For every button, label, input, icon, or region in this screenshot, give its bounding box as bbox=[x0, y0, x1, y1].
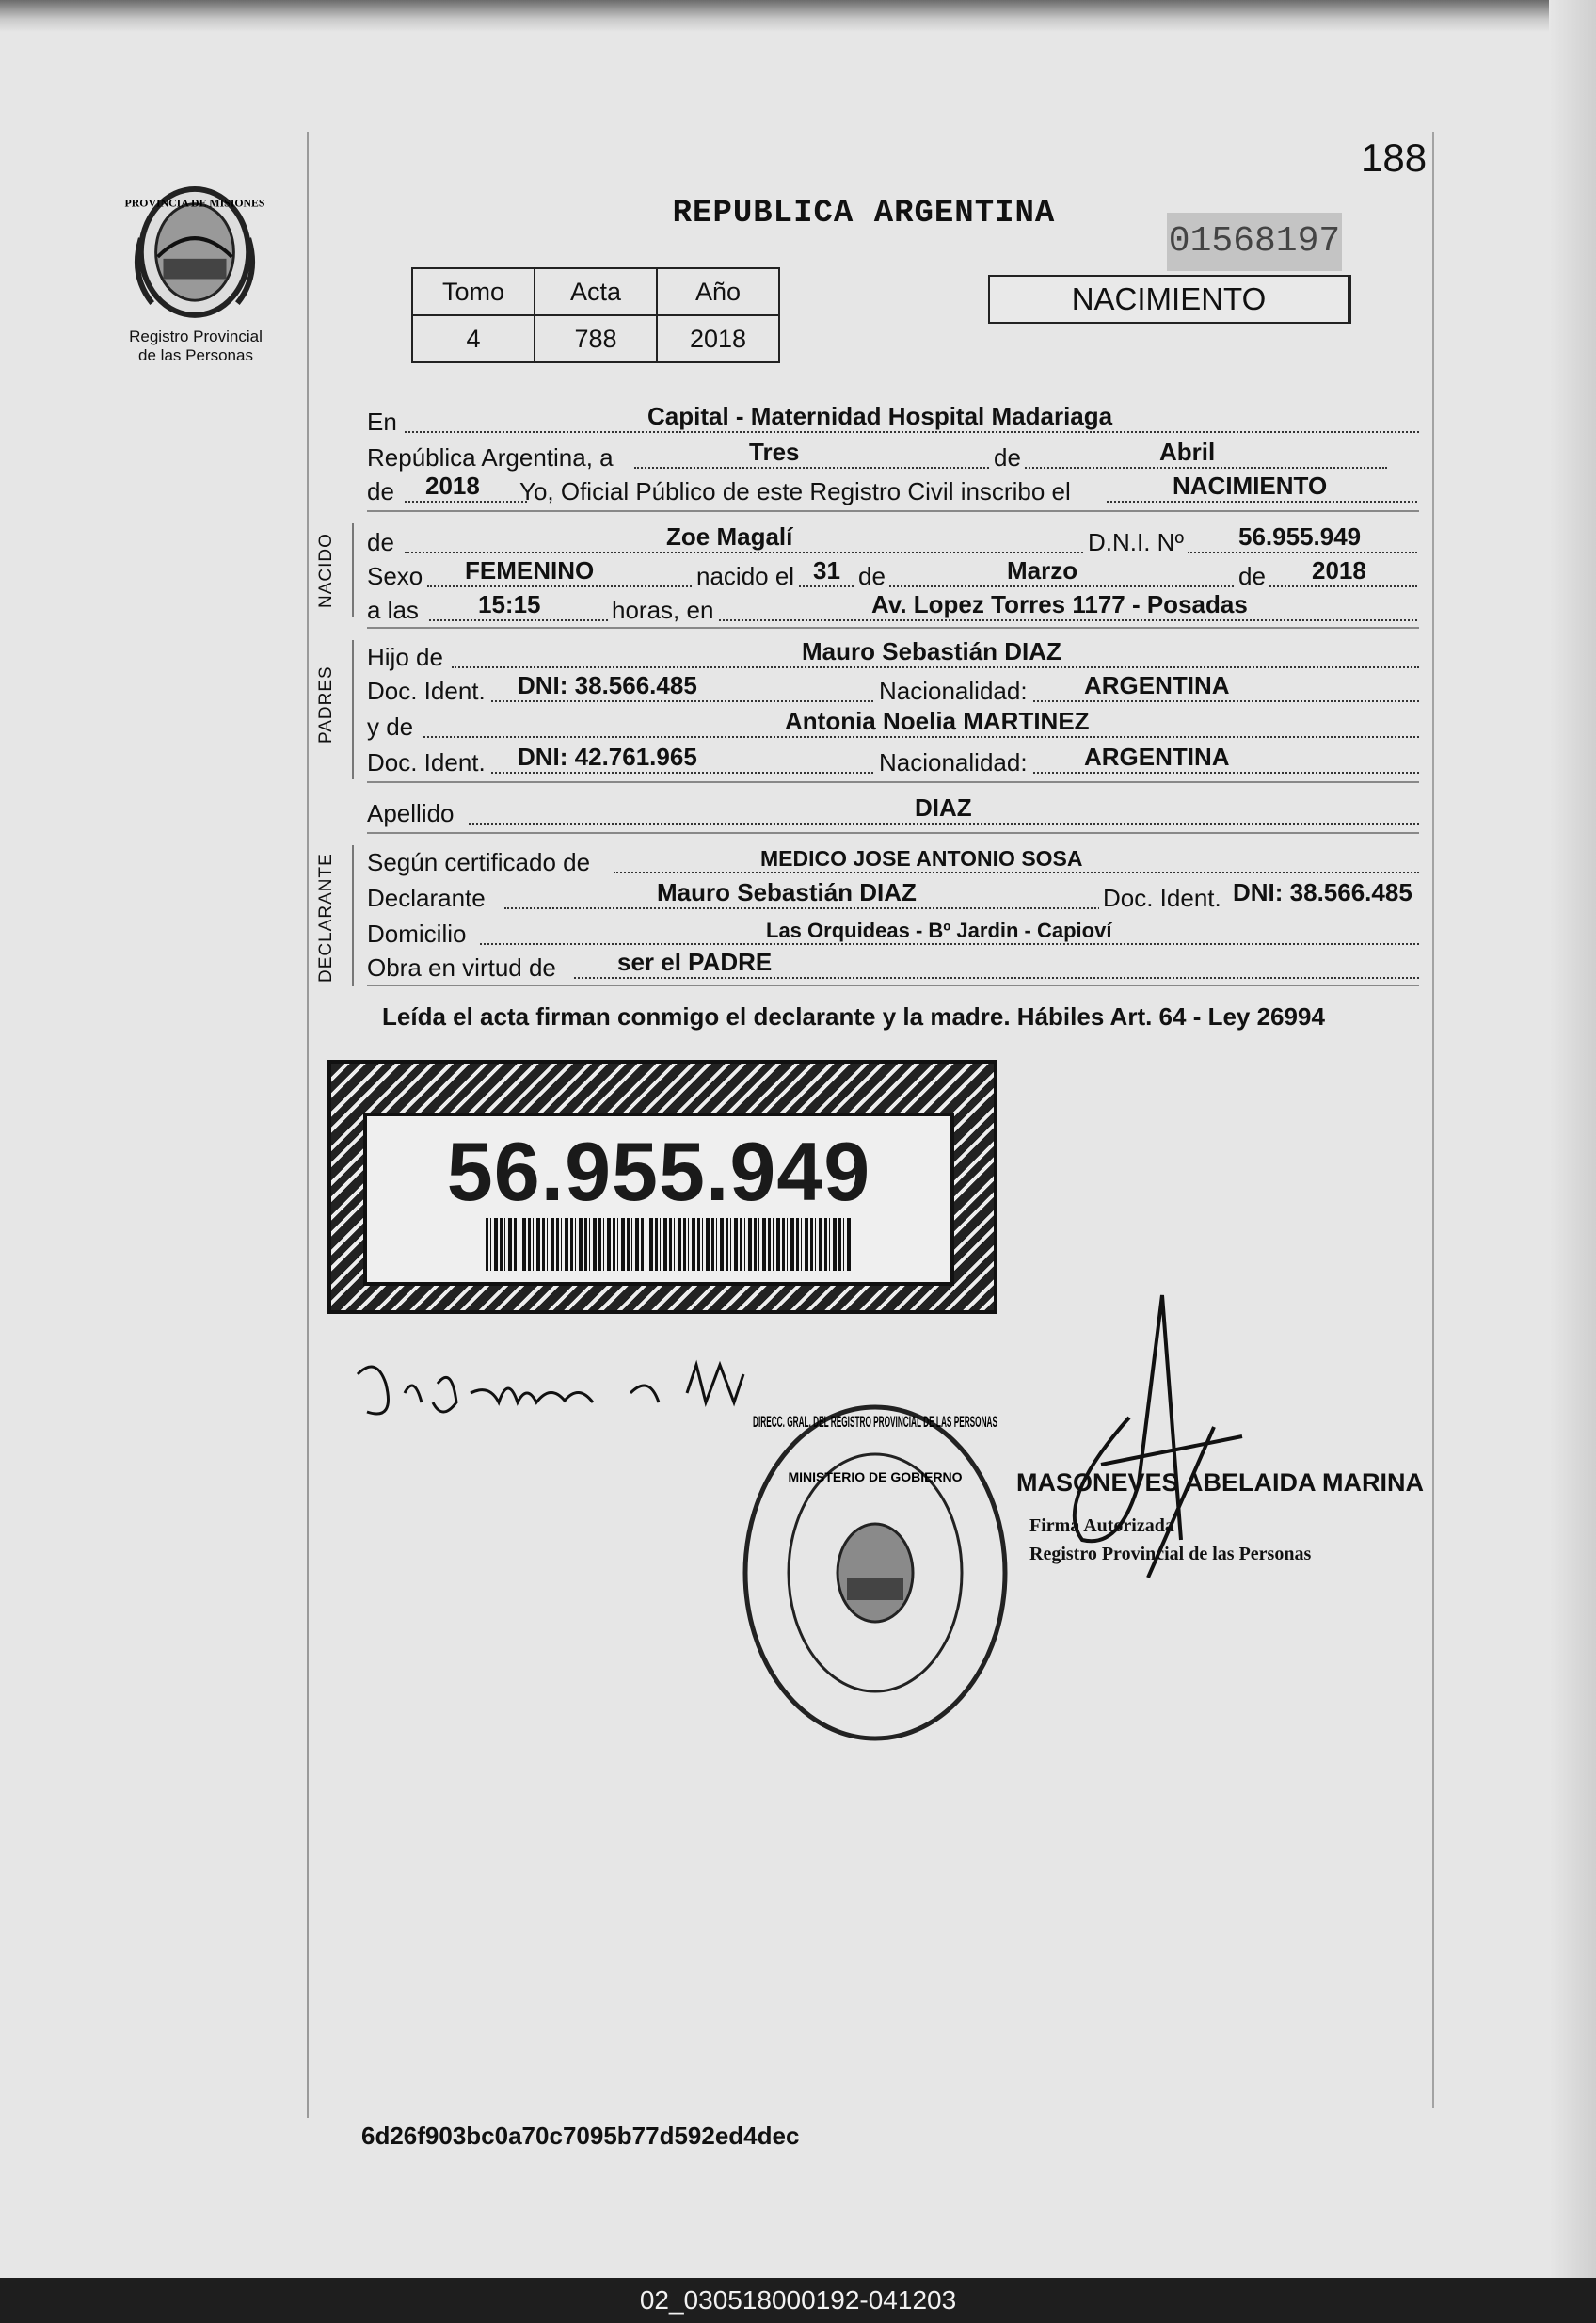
record-type-box: NACIMIENTO bbox=[988, 275, 1351, 324]
row-y-de bbox=[367, 707, 1419, 742]
value-apellido: DIAZ bbox=[915, 793, 972, 822]
label-certificado: Según certificado de bbox=[367, 848, 591, 876]
section-label-padres: PADRES bbox=[316, 665, 336, 744]
separator bbox=[367, 985, 1419, 986]
registry-value-acta: 788 bbox=[535, 315, 657, 362]
footer-filename: 02_030518000192-041203 bbox=[0, 2278, 1596, 2323]
value-birth-day: 31 bbox=[813, 556, 840, 585]
row-ano bbox=[367, 474, 1419, 506]
row-hijo bbox=[367, 637, 1419, 672]
dots bbox=[1107, 501, 1417, 503]
official-seal bbox=[734, 1399, 1016, 1747]
dots bbox=[429, 619, 1417, 621]
label-domicilio: Domicilio bbox=[367, 920, 467, 948]
dni-sticker-inner bbox=[363, 1113, 954, 1286]
note-text: Leída el acta firman conmigo el declarante y la madre. Hábiles Art. 64 - Ley 26994 bbox=[382, 1002, 1325, 1031]
dots bbox=[574, 977, 1419, 979]
separator bbox=[367, 781, 1419, 783]
logo-caption-line1: Registro Provincial bbox=[129, 328, 263, 345]
right-margin-line bbox=[1432, 132, 1434, 2108]
value-declarante-doc: DNI: 38.566.485 bbox=[1233, 878, 1412, 906]
section-label-declarante: DECLARANTE bbox=[316, 853, 336, 983]
dni-sticker-number: 56.955.949 bbox=[446, 1125, 871, 1218]
row-en bbox=[367, 402, 1419, 437]
top-shadow bbox=[0, 0, 1596, 32]
registry-header-acta: Acta bbox=[535, 268, 657, 315]
value-mother-doc: DNI: 42.761.965 bbox=[518, 743, 697, 771]
label-de2: de bbox=[854, 562, 889, 591]
value-birth-month: Marzo bbox=[1007, 556, 1078, 585]
dots bbox=[405, 501, 527, 503]
value-sexo: FEMENINO bbox=[465, 556, 595, 585]
label-obra: Obra en virtud de bbox=[367, 953, 556, 982]
label-de-year: de bbox=[367, 477, 394, 505]
right-shadow bbox=[1549, 0, 1596, 2278]
dots bbox=[405, 431, 1419, 433]
value-birth-place: Av. Lopez Torres 1177 - Posadas bbox=[871, 590, 1248, 618]
label-mother-nat: Nacionalidad: bbox=[875, 748, 1031, 777]
dots bbox=[1188, 552, 1417, 553]
section-line-declarante bbox=[352, 845, 354, 986]
document-hash: 6d26f903bc0a70c7095b77d592ed4dec bbox=[361, 2122, 800, 2150]
label-republica: República Argentina, a bbox=[367, 443, 614, 472]
value-mother-nationality: ARGENTINA bbox=[1084, 743, 1230, 771]
dots bbox=[504, 907, 1144, 909]
registry-header-ano: Año bbox=[657, 268, 779, 315]
section-line-nacido bbox=[352, 523, 354, 617]
seal-ring-inner: MINISTERIO DE GOBIERNO bbox=[788, 1469, 963, 1484]
label-nacido-el: nacido el bbox=[693, 562, 798, 591]
label-en: En bbox=[367, 408, 397, 436]
label-a-las: a las bbox=[367, 596, 419, 624]
value-father-name: Mauro Sebastián DIAZ bbox=[802, 637, 1061, 665]
seal-ring-outer: DIRECC. GRAL. DEL REGISTRO PROVINCIAL DE LAS PERSONAS bbox=[753, 1413, 998, 1431]
dots bbox=[452, 666, 1419, 668]
registry-value-ano: 2018 bbox=[657, 315, 779, 362]
value-year: 2018 bbox=[425, 472, 480, 500]
label-horas: horas, en bbox=[608, 596, 717, 625]
dots bbox=[614, 872, 1419, 873]
value-birth-year: 2018 bbox=[1312, 556, 1366, 585]
label-father-doc: Doc. Ident. bbox=[367, 677, 486, 705]
row-republica bbox=[367, 438, 1419, 473]
value-record-kind: NACIMIENTO bbox=[1173, 472, 1328, 500]
signer-role-1: Firma Autorizada bbox=[1029, 1515, 1174, 1536]
label-apellido: Apellido bbox=[367, 799, 455, 827]
value-child-dni: 56.955.949 bbox=[1238, 522, 1362, 551]
label-sexo: Sexo bbox=[367, 562, 423, 590]
separator bbox=[367, 832, 1419, 834]
handwritten-signature-text: Diaz mauro. MDM bbox=[348, 1434, 439, 1447]
section-label-nacido: NACIDO bbox=[316, 533, 336, 608]
signer-name: MASONEVES ABELAIDA MARINA bbox=[1016, 1468, 1425, 1497]
dots bbox=[405, 552, 1116, 553]
row-domicilio bbox=[367, 917, 1419, 949]
logo-ring-text: PROVINCIA DE MISIONES bbox=[124, 196, 265, 210]
value-child-name: Zoe Magalí bbox=[666, 522, 793, 551]
value-month: Abril bbox=[1159, 438, 1216, 466]
country-title: REPUBLICA ARGENTINA bbox=[672, 196, 1056, 232]
left-margin-line bbox=[307, 132, 309, 2118]
value-day: Tres bbox=[749, 438, 800, 466]
label-dni: D.N.I. Nº bbox=[1084, 528, 1188, 557]
label-declarante-doc: Doc. Ident. bbox=[1099, 884, 1225, 913]
row-certificado bbox=[367, 845, 1419, 877]
label-de3: de bbox=[1235, 562, 1269, 591]
dots bbox=[423, 736, 1419, 738]
value-declarante-name: Mauro Sebastián DIAZ bbox=[657, 878, 917, 906]
barcode-icon bbox=[486, 1218, 853, 1271]
section-line-padres bbox=[352, 640, 354, 779]
separator bbox=[367, 627, 1419, 629]
separator bbox=[367, 510, 1419, 512]
row-declarante bbox=[367, 878, 1419, 913]
row-nacido-name bbox=[367, 522, 1419, 557]
registry-value-tomo: 4 bbox=[412, 315, 535, 362]
page-number: 188 bbox=[1361, 136, 1428, 180]
official-signature bbox=[998, 1276, 1280, 1634]
row-obra bbox=[367, 948, 1419, 983]
value-mother-name: Antonia Noelia MARTINEZ bbox=[785, 707, 1090, 735]
dots bbox=[480, 943, 1419, 945]
registry-table bbox=[411, 267, 780, 363]
value-father-nationality: ARGENTINA bbox=[1084, 671, 1230, 699]
logo-caption bbox=[111, 328, 280, 365]
label-mother-doc: Doc. Ident. bbox=[367, 748, 486, 777]
label-father-nat: Nacionalidad: bbox=[875, 677, 1031, 706]
row-sexo bbox=[367, 556, 1419, 591]
label-nacido-de: de bbox=[367, 528, 394, 556]
row-hora bbox=[367, 590, 1419, 625]
dots bbox=[469, 823, 1419, 825]
value-domicilio: Las Orquideas - Bº Jardin - Capioví bbox=[766, 919, 1112, 942]
label-de: de bbox=[990, 443, 1025, 473]
row-apellido bbox=[367, 793, 1419, 828]
registry-table-value-row bbox=[412, 315, 779, 362]
value-time: 15:15 bbox=[478, 590, 541, 618]
dni-sticker bbox=[327, 1060, 998, 1314]
value-place: Capital - Maternidad Hospital Madariaga bbox=[647, 402, 1113, 430]
signer-role-2: Registro Provincial de las Personas bbox=[1029, 1544, 1312, 1564]
serial-stamp: 01568197 bbox=[1167, 213, 1342, 271]
label-declarante: Declarante bbox=[367, 884, 486, 912]
label-y-de: y de bbox=[367, 713, 414, 741]
row-mother-doc bbox=[367, 745, 1419, 777]
value-father-doc: DNI: 38.566.485 bbox=[518, 671, 697, 699]
value-obra: ser el PADRE bbox=[617, 948, 773, 976]
registry-table-header-row bbox=[412, 268, 779, 315]
label-hijo: Hijo de bbox=[367, 643, 443, 671]
registry-header-tomo: Tomo bbox=[412, 268, 535, 315]
value-certificado: MEDICO JOSE ANTONIO SOSA bbox=[760, 846, 1083, 871]
logo-caption-line2: de las Personas bbox=[138, 346, 253, 364]
row-father-doc bbox=[367, 671, 1419, 706]
label-yo: Yo, Oficial Público de este Registro Civil inscribo el bbox=[519, 477, 1071, 505]
